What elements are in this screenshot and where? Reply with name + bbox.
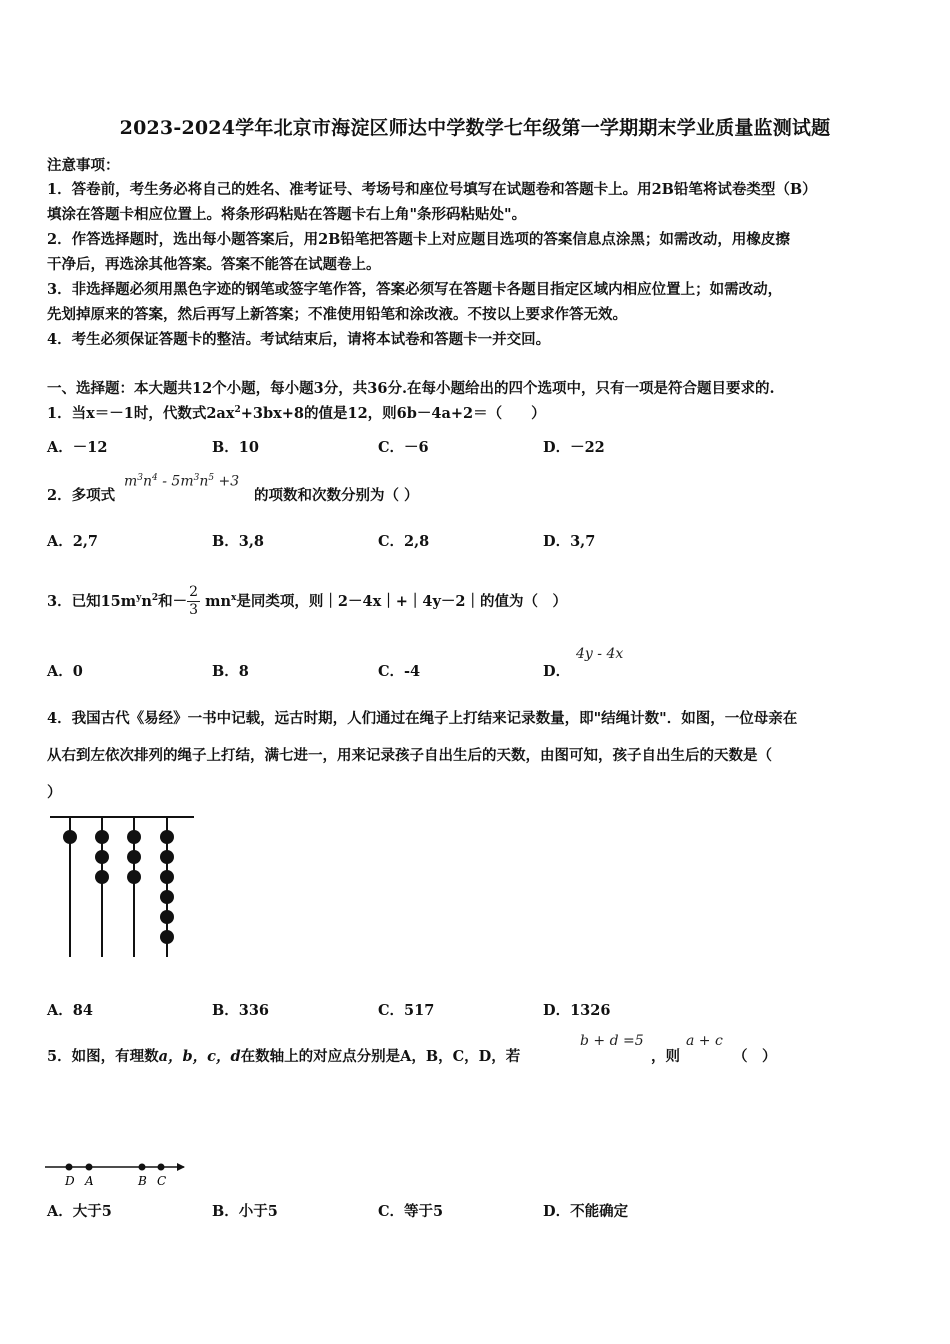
q1-option-b[interactable]: B．10	[212, 439, 259, 456]
q1-option-d[interactable]: D．－22	[543, 439, 605, 456]
q4-option-a[interactable]: A．84	[47, 1002, 93, 1019]
q5-option-d[interactable]: D．不能确定	[543, 1203, 629, 1220]
point-label-A: A	[85, 1174, 94, 1188]
q5-condition: b + d =5	[580, 1033, 644, 1049]
knot	[160, 830, 174, 844]
point-D	[66, 1164, 73, 1171]
point-C	[158, 1164, 165, 1171]
q2-polynomial: $m^3n^4 - 5m^3n^5 +3$	[124, 473, 240, 490]
note-3-line-1: 3．非选择题必须用黑色字迹的钢笔或签字笔作答，答案必须写在答题卡各题目指定区域内相应位置上；如需改动，	[47, 281, 783, 298]
q4-option-d[interactable]: D．1326	[543, 1002, 611, 1019]
question-2-stem: 2．多项式	[47, 487, 116, 504]
q1-option-c[interactable]: C．－6	[378, 439, 429, 456]
q2-option-d[interactable]: D．3,7	[543, 533, 596, 550]
knot	[160, 890, 174, 904]
q5-option-b[interactable]: B．小于5	[212, 1203, 278, 1220]
question-1: 1．当x＝－1时，代数式$2ax^2+3bx+8$的值是12，则6b－4a+2＝（ ）	[47, 405, 546, 422]
knot	[95, 830, 109, 844]
point-label-D: D	[65, 1174, 75, 1188]
note-1-line-2: 填涂在答题卡相应位置上。将条形码粘贴在答题卡右上角"条形码粘贴处"。	[47, 206, 527, 223]
q3-fraction: $\frac{2}{3}$	[189, 584, 199, 619]
q5-option-c[interactable]: C．等于5	[378, 1203, 444, 1220]
knot	[160, 910, 174, 924]
q3-option-c[interactable]: C．-4	[378, 663, 421, 680]
question-3: 3．已知$15m^yn^2$和－ $\frac{2}{3}$ $mn^x$是同类项，则｜2－4x｜+｜4y－2｜的值为（ ）	[47, 584, 567, 619]
notes-heading: 注意事项：	[47, 157, 120, 174]
knot	[160, 850, 174, 864]
question-5: 5．如图，有理数a，b，c，d在数轴上的对应点分别是A，B，C，D，若	[47, 1048, 521, 1065]
q4-option-c[interactable]: C．517	[378, 1002, 435, 1019]
q2-option-a[interactable]: A．2,7	[47, 533, 98, 550]
note-3-line-2: 先划掉原来的答案，然后再写上新答案；不准使用铅笔和涂改液。不按以上要求作答无效。	[47, 306, 627, 323]
q4-option-b[interactable]: B．336	[212, 1002, 270, 1019]
knot	[95, 850, 109, 864]
q3-option-b[interactable]: B．8	[212, 663, 249, 680]
note-4: 4．考生必须保证答题卡的整洁。考试结束后，请将本试卷和答题卡一并交回。	[47, 331, 551, 348]
question-4-line-2: 从右到左依次排列的绳子上打结，满七进一，用来记录孩子自出生后的天数，由图可知，孩子自出生后的天数是（	[47, 747, 772, 764]
section-heading: 一、选择题：本大题共12个小题，每小题3分，共36分.在每小题给出的四个选项中，只有一项是符合题目要求的.	[47, 380, 775, 397]
q5-paren: （ ）	[733, 1048, 777, 1065]
q2-option-c[interactable]: C．2,8	[378, 533, 430, 550]
knot	[127, 870, 141, 884]
knot	[160, 930, 174, 944]
q3-option-d[interactable]: D．	[543, 663, 571, 680]
knot	[95, 870, 109, 884]
question-4-line-3: ）	[47, 784, 62, 801]
q1-option-a[interactable]: A．－12	[47, 439, 108, 456]
point-A	[86, 1164, 93, 1171]
knot	[127, 850, 141, 864]
point-B	[139, 1164, 146, 1171]
knot	[127, 830, 141, 844]
q5-ask-expression: a + c	[686, 1033, 723, 1049]
knot	[63, 830, 77, 844]
question-4-line-1: 4．我国古代《易经》一书中记载，远古时期，人们通过在绳子上打结来记录数量，即"结绳计数"．如图，一位母亲在	[47, 710, 798, 727]
note-1-line-1: 1．答卷前，考生务必将自己的姓名、准考证号、考场号和座位号填写在试题卷和答题卡上。用2B铅笔将试卷类型（B）	[47, 181, 817, 198]
knot-rope-figure	[46, 812, 198, 962]
knot	[160, 870, 174, 884]
q5-option-a[interactable]: A．大于5	[47, 1203, 112, 1220]
number-line-arrow	[177, 1163, 185, 1171]
note-2-line-1: 2．作答选择题时，选出每小题答案后，用2B铅笔把答题卡上对应题目选项的答案信息点涂黑；如需改动，用橡皮擦	[47, 231, 790, 248]
point-label-C: C	[157, 1174, 167, 1188]
point-label-B: B	[138, 1174, 147, 1188]
page-title: 2023-2024学年北京市海淀区师达中学数学七年级第一学期期末学业质量监测试题	[119, 117, 831, 139]
q3-option-d-expression: 4y - 4x	[576, 646, 624, 662]
question-2-tail: 的项数和次数分别为（ ）	[254, 487, 419, 504]
note-2-line-2: 干净后，再选涂其他答案。答案不能答在试题卷上。	[47, 256, 381, 273]
q2-option-b[interactable]: B．3,8	[212, 533, 264, 550]
q3-option-a[interactable]: A．0	[47, 663, 83, 680]
number-line-figure	[44, 1156, 194, 1190]
q5-then: ，则	[651, 1048, 680, 1065]
